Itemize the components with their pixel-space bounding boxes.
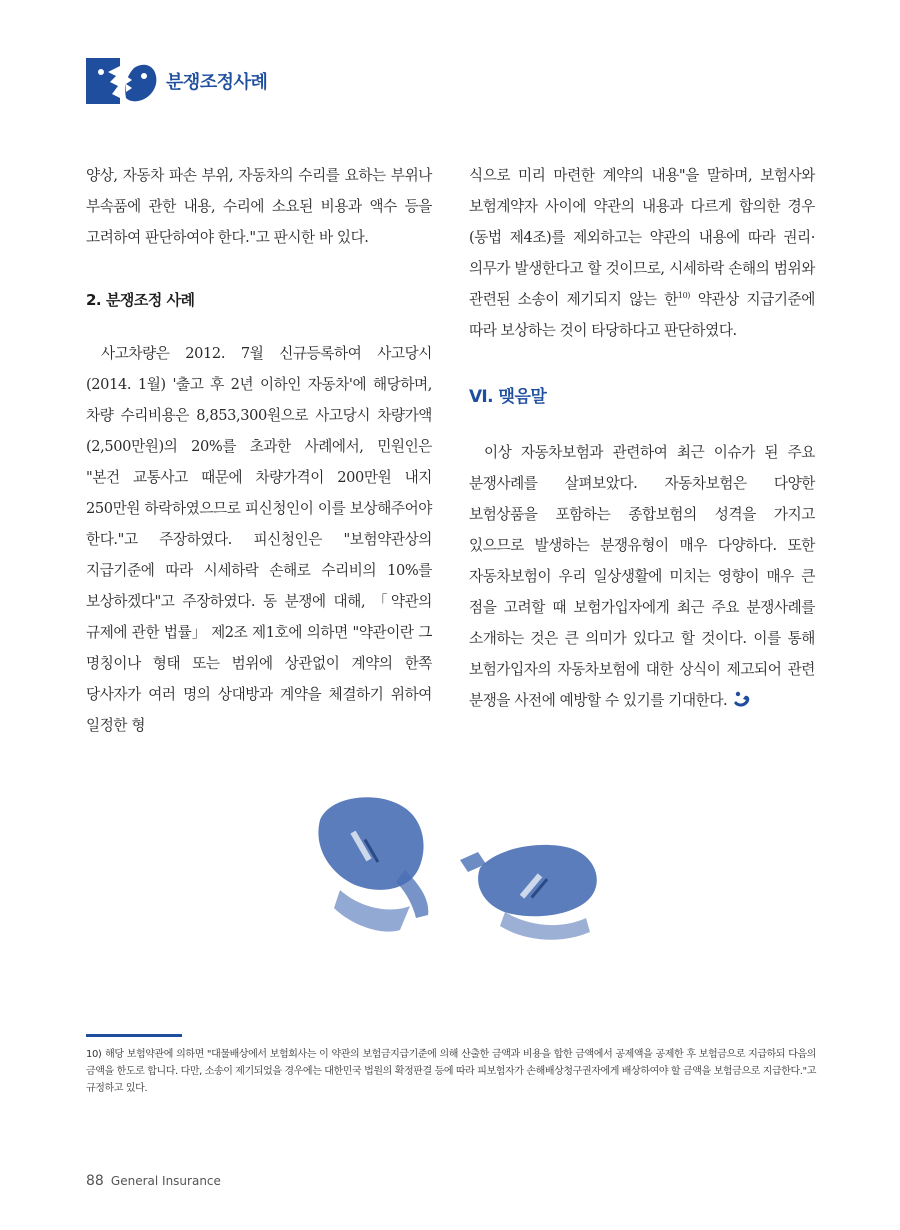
- business-handshake-illustration: [300, 790, 610, 950]
- footnote-number: 10): [86, 1049, 102, 1060]
- journal-name: General Insurance: [110, 1174, 221, 1188]
- case-paragraph: 사고차량은 2012. 7월 신규등록하여 사고당시 (2014. 1월) '출고 후 2년 이하인 자동차'에 해당하며, 차량 수리비용은 8,853,300원으로 사고당시 차량가액(2,500만원)의 20%를 초과한 사례에서, 민원인은 "본건 교통사고 때문에 차량가격이 200만원 내지 250만원 하락하였으므로 피신청인이 이를 보상해주어야 한다."고 주장하였다. 피신청인은 "보험약관상의 지급기준에 따라 시세하락 손해로 수리비의 10%를 보상하겠다"고 주장하였다. 동 분쟁에 대해, 「약관의 규제에 관한 법률」 제2조 제1호에 의하면 "약관이란 그 명칭이나 형태 또는 범위에 상관없이 계약의 한쪽 당사자가 여러 명의 상대방과 계약을 체결하기 위하여 일정한 형: [86, 345, 432, 734]
- page-footer: [86, 1170, 221, 1189]
- subheading: 2. 분쟁조정 사례: [86, 291, 195, 309]
- page-number: 88: [86, 1173, 104, 1189]
- footnote: [86, 1046, 816, 1097]
- section-label: 분쟁조정사례: [166, 72, 268, 93]
- end-of-article-mark-icon: [731, 689, 751, 709]
- two-faces-dialogue-logo-icon: [86, 58, 158, 104]
- chapter-heading: Ⅵ. 맺음말: [469, 387, 547, 407]
- footnote-text: 해당 보험약관에 의하면 "대물배상에서 보험회사는 이 약관의 보험금지급기준에 의해 산출한 금액과 비용을 합한 금액에서 공제액을 공제한 후 보험금으로 지급하되 다음의 금액을 한도로 합니다. 다만, 소송이 제기되었을 경우에는 대한민국 법원의 확정판결 등에 따라 피보험자가 손해배상청구권자에게 배상하여야 할 금액을 보험금으로 지급한다."고 규정하고 있다.: [86, 1049, 817, 1094]
- intro-paragraph: 양상, 자동차 파손 부위, 자동차의 수리를 요하는 부위나 부속품에 관한 내용, 수리에 소요된 비용과 액수 등을 고려하여 판단하여야 한다."고 판시한 바 있다.: [86, 167, 432, 246]
- footnote-reference[interactable]: 10): [677, 291, 690, 301]
- continuation-text-before-ref: 식으로 미리 마련한 계약의 내용"을 말하며, 보험사와 보험계약자 사이에 약관의 내용과 다르게 합의한 경우 (동법 제4조)를 제외하고는 약관의 내용에 따라 권리·의무가 발생한다고 할 것이므로, 시세하락 손해의 범위와 관련된 소송이 제기되지 않는 한: [469, 167, 815, 308]
- continuation-paragraph: [469, 160, 815, 346]
- closing-paragraph: [469, 437, 815, 716]
- left-column: [86, 160, 432, 741]
- right-column: [469, 160, 815, 716]
- footnote-divider: [86, 1034, 182, 1037]
- continuation-text-after-ref: 약관상 지급기준에 따라 보상하는 것이 타당하다고 판단하였다.: [469, 291, 815, 339]
- closing-paragraph-text: 이상 자동차보험과 관련하여 최근 이슈가 된 주요 분쟁사례를 살펴보았다. 자동차보험은 다양한 보험상품을 포함하는 종합보험의 성격을 가지고 있으므로 발생하는 분쟁유형이 매우 다양하다. 또한 자동차보험이 우리 일상생활에 미치는 영향이 매우 큰 점을 고려할 때 보험가입자에게 최근 주요 분쟁사례를 소개하는 것은 큰 의미가 있다고 할 것이다. 이를 통해 보험가입자의 자동차보험에 대한 상식이 제고되어 관련 분쟁을 사전에 예방할 수 있기를 기대한다.: [469, 444, 815, 709]
- page-header: [86, 58, 267, 104]
